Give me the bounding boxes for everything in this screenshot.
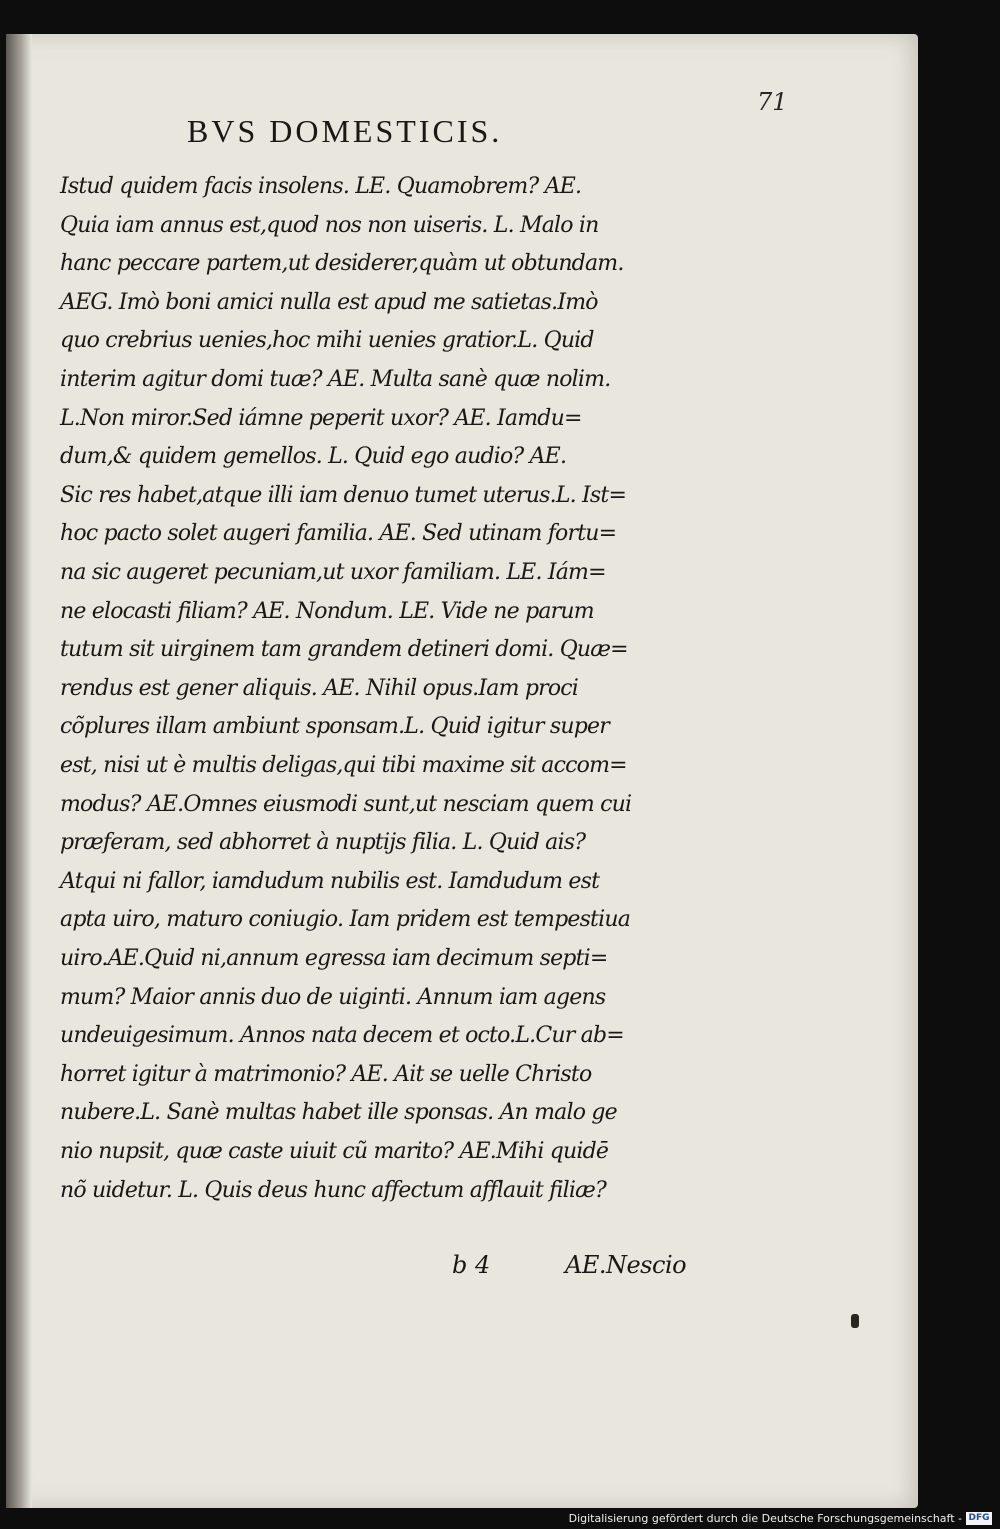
text-line: hoc pacto solet augeri familia. AE. Sed utinam fortu= (60, 521, 617, 547)
folio-number: 71 (757, 88, 788, 116)
text-line: rendus est gener aliquis. AE. Nihil opus.Iam proci (60, 675, 579, 701)
text-line: undeuigesimum. Annos nata decem et octo.L.Cur ab= (60, 1023, 624, 1049)
ink-blot (851, 1314, 859, 1328)
text-line: na sic augeret pecuniam,ut uxor familiam. LE. Iám= (60, 560, 606, 585)
text-line: mum? Maior annis duo de uiginti. Annum iam agens (60, 984, 606, 1010)
text-line: nõ uidetur. L. Quis deus hunc affectum afflauit filiæ? (60, 1177, 607, 1203)
running-head: BVS DOMESTICIS. (187, 113, 503, 149)
text-line: L.Non miror.Sed iámne peperit uxor? AE. Iamdu= (60, 405, 582, 431)
text-line: cõplures illam ambiunt sponsam.L. Quid igitur super (60, 714, 609, 740)
text-line: Istud quidem facis insolens. LE. Quamobrem? AE. (60, 174, 582, 199)
text-line: horret igitur à matrimonio? AE. Ait se uelle Christo (60, 1061, 592, 1087)
text-line: præferam, sed abhorret à nuptijs filia. L. Quid ais? (60, 830, 586, 856)
text-line: dum,& quidem gemellos. L. Quid ego audio? AE. (60, 444, 567, 470)
text-line: ne elocasti filiam? AE. Nondum. LE. Vide ne parum (60, 598, 594, 624)
text-line: nubere.L. Sanè multas habet ille sponsas. An malo ge (60, 1100, 617, 1126)
text-line: interim agitur domi tuæ? AE. Multa sanè quæ nolim. (60, 367, 611, 392)
text-line: nio nupsit, quæ caste uiuit cũ marito? AE.Mihi quidē (60, 1139, 609, 1164)
text-line: Sic res habet,atque illi iam denuo tumet uterus.L. Ist= (60, 482, 627, 508)
signature-mark: b 4 (452, 1251, 491, 1279)
catchword: AE.Nescio (565, 1251, 687, 1279)
text-line: apta uiro, maturo coniugio. Iam pridem est tempestiua (60, 907, 631, 933)
dfg-logo: DFG (966, 1512, 992, 1525)
text-line: est, nisi ut è multis deligas,qui tibi maxime sit accom= (60, 753, 627, 778)
text-line: hanc peccare partem,ut desiderer,quàm ut obtundam. (60, 251, 624, 277)
text-line: tutum sit uirginem tam grandem detineri domi. Quæ= (60, 637, 628, 663)
text-line: AEG. Imò boni amici nulla est apud me satietas.Imò (60, 289, 598, 315)
page-gutter-shadow (6, 34, 32, 1508)
text-line: Atqui ni fallor, iamdudum nubilis est. Iamdudum est (60, 868, 600, 894)
text-line: uiro.AE.Quid ni,annum egressa iam decimum septi= (60, 946, 608, 971)
text-line: modus? AE.Omnes eiusmodi sunt,ut nesciam quem cui (60, 791, 632, 817)
digitization-credit: Digitalisierung gefördert durch die Deutsche Forschungsgemeinschaft - (568, 1512, 962, 1525)
text-line: quo crebrius uenies,hoc mihi uenies gratior.L. Quid (60, 328, 594, 354)
text-line: Quia iam annus est,quod nos non uiseris. L. Malo in (60, 212, 599, 238)
